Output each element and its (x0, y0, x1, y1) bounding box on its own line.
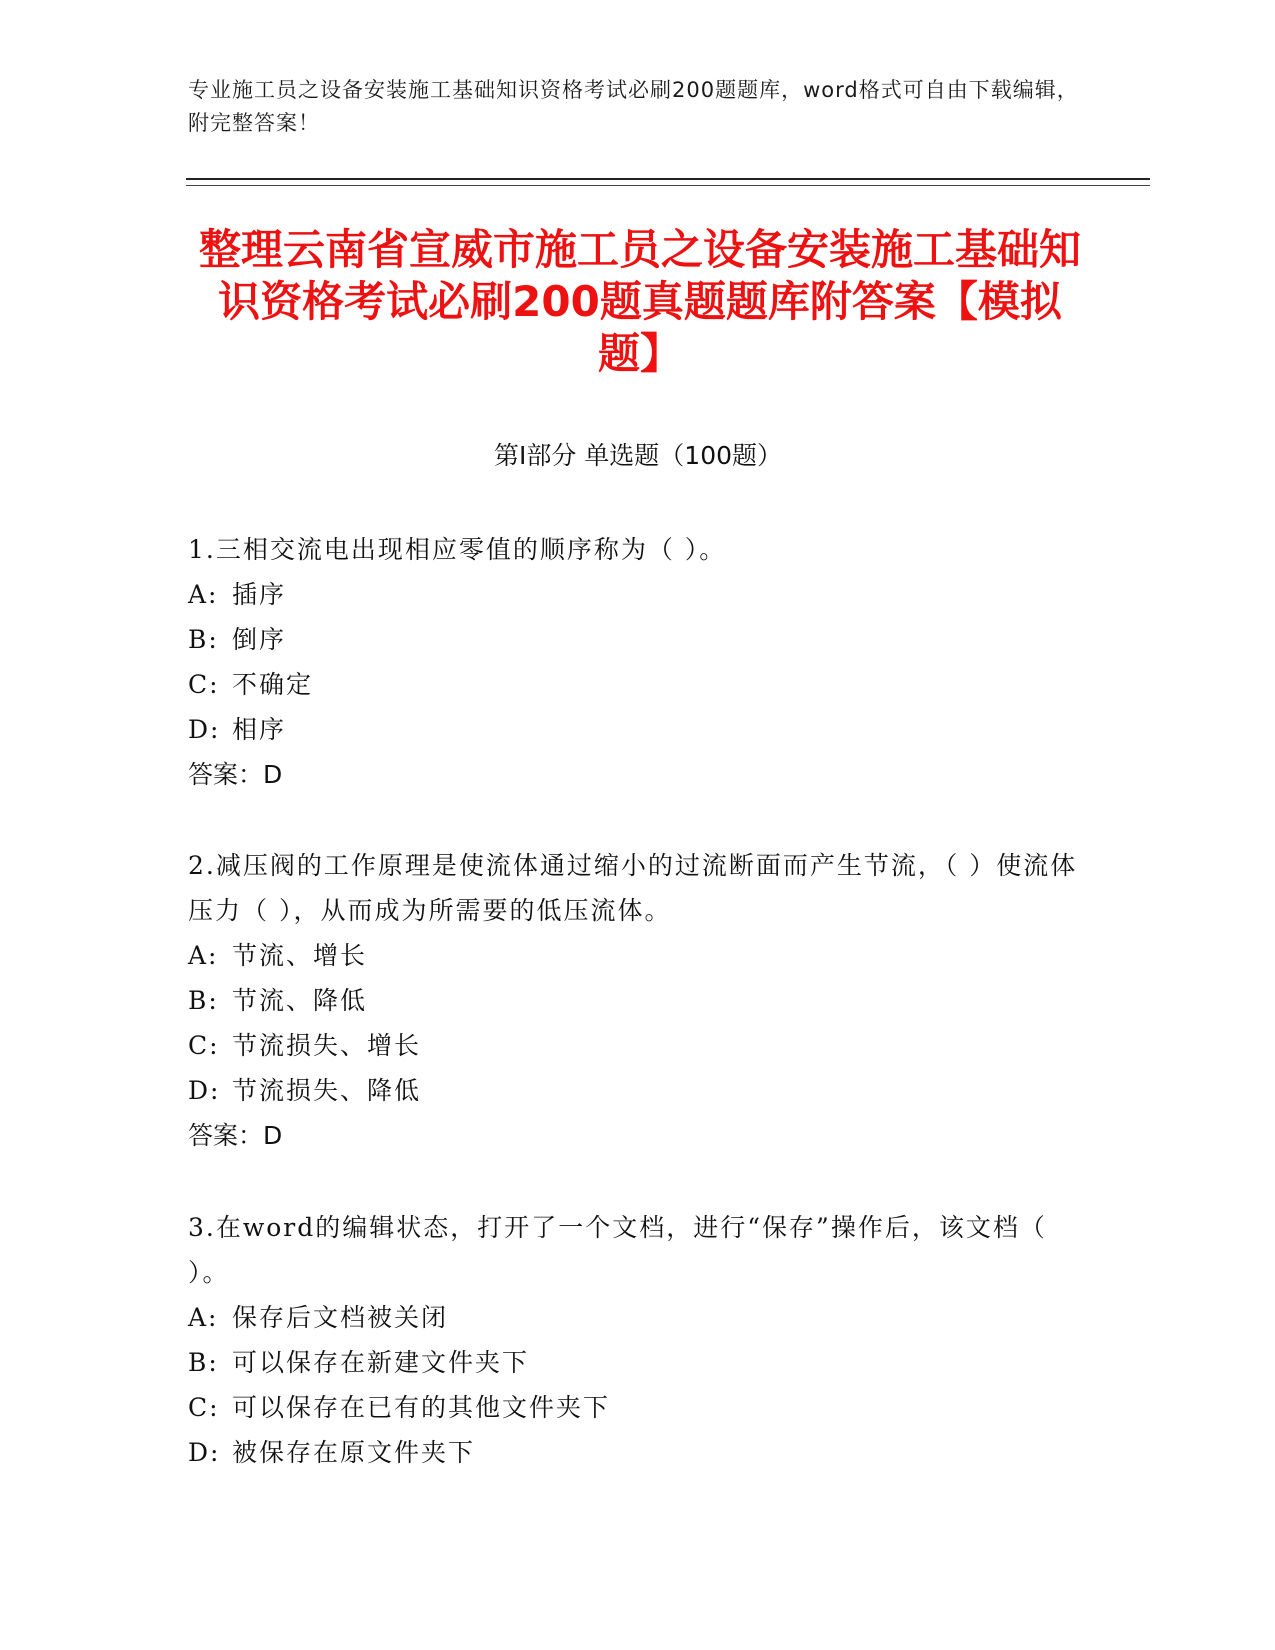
option-text: 节流、增长 (232, 941, 368, 970)
answer: 答案：D (188, 1121, 283, 1150)
option-text: 不确定 (232, 670, 314, 699)
header-note: 专业施工员之设备安装施工基础知识资格考试必刷200题题库，word格式可自由下载编辑，附完整答案！ (188, 78, 1079, 135)
option-letter: B: (188, 1348, 219, 1377)
option-letter: B: (188, 986, 219, 1015)
option-text: 保存后文档被关闭 (232, 1303, 449, 1332)
question-2 (188, 843, 1088, 1158)
option-b (188, 617, 1088, 662)
option-text: 节流损失、增长 (232, 1031, 422, 1060)
option-text: 可以保存在新建文件夹下 (232, 1348, 530, 1377)
question-stem: 2.减压阀的工作原理是使流体通过缩小的过流断面而产生节流，（ ）使流体压力（ ），从而成为所需要的低压流体。 (188, 851, 1078, 925)
option-letter: A: (188, 580, 219, 609)
option-d (188, 1430, 1088, 1475)
option-letter: B: (188, 625, 219, 654)
option-letter: C: (188, 670, 220, 699)
option-letter: A: (188, 1303, 219, 1332)
option-text: 插序 (232, 580, 287, 609)
option-text: 节流、降低 (232, 986, 368, 1015)
option-letter: D: (188, 1438, 221, 1467)
option-letter: C: (188, 1393, 220, 1422)
option-letter: A: (188, 941, 219, 970)
option-letter: D: (188, 715, 221, 744)
document-title: 整理云南省宣威市施工员之设备安装施工基础知识资格考试必刷200题真题题库附答案【模拟题】 (198, 225, 1081, 378)
option-d (188, 707, 1088, 752)
option-text: 可以保存在已有的其他文件夹下 (232, 1393, 611, 1422)
option-text: 倒序 (232, 625, 287, 654)
option-b (188, 978, 1088, 1023)
option-a (188, 933, 1088, 978)
question-3 (188, 1205, 1088, 1475)
section-title: 第I部分 单选题（100题） (493, 441, 783, 470)
option-text: 节流损失、降低 (232, 1076, 422, 1105)
option-c (188, 662, 1088, 707)
question-stem: 3.在word的编辑状态，打开了一个文档，进行“保存”操作后，该文档（ ）。 (188, 1213, 1047, 1287)
option-letter: C: (188, 1031, 220, 1060)
option-text: 被保存在原文件夹下 (232, 1438, 476, 1467)
option-c (188, 1385, 1088, 1430)
question-stem: 1.三相交流电出现相应零值的顺序称为（ ）。 (188, 535, 727, 564)
option-b (188, 1340, 1088, 1385)
option-a (188, 1295, 1088, 1340)
option-d (188, 1068, 1088, 1113)
header-rule-thin (186, 185, 1150, 186)
question-1 (188, 527, 1088, 797)
option-c (188, 1023, 1088, 1068)
header-rule-thick (186, 178, 1150, 180)
option-a (188, 572, 1088, 617)
answer: 答案：D (188, 760, 283, 789)
option-letter: D: (188, 1076, 221, 1105)
option-text: 相序 (232, 715, 287, 744)
